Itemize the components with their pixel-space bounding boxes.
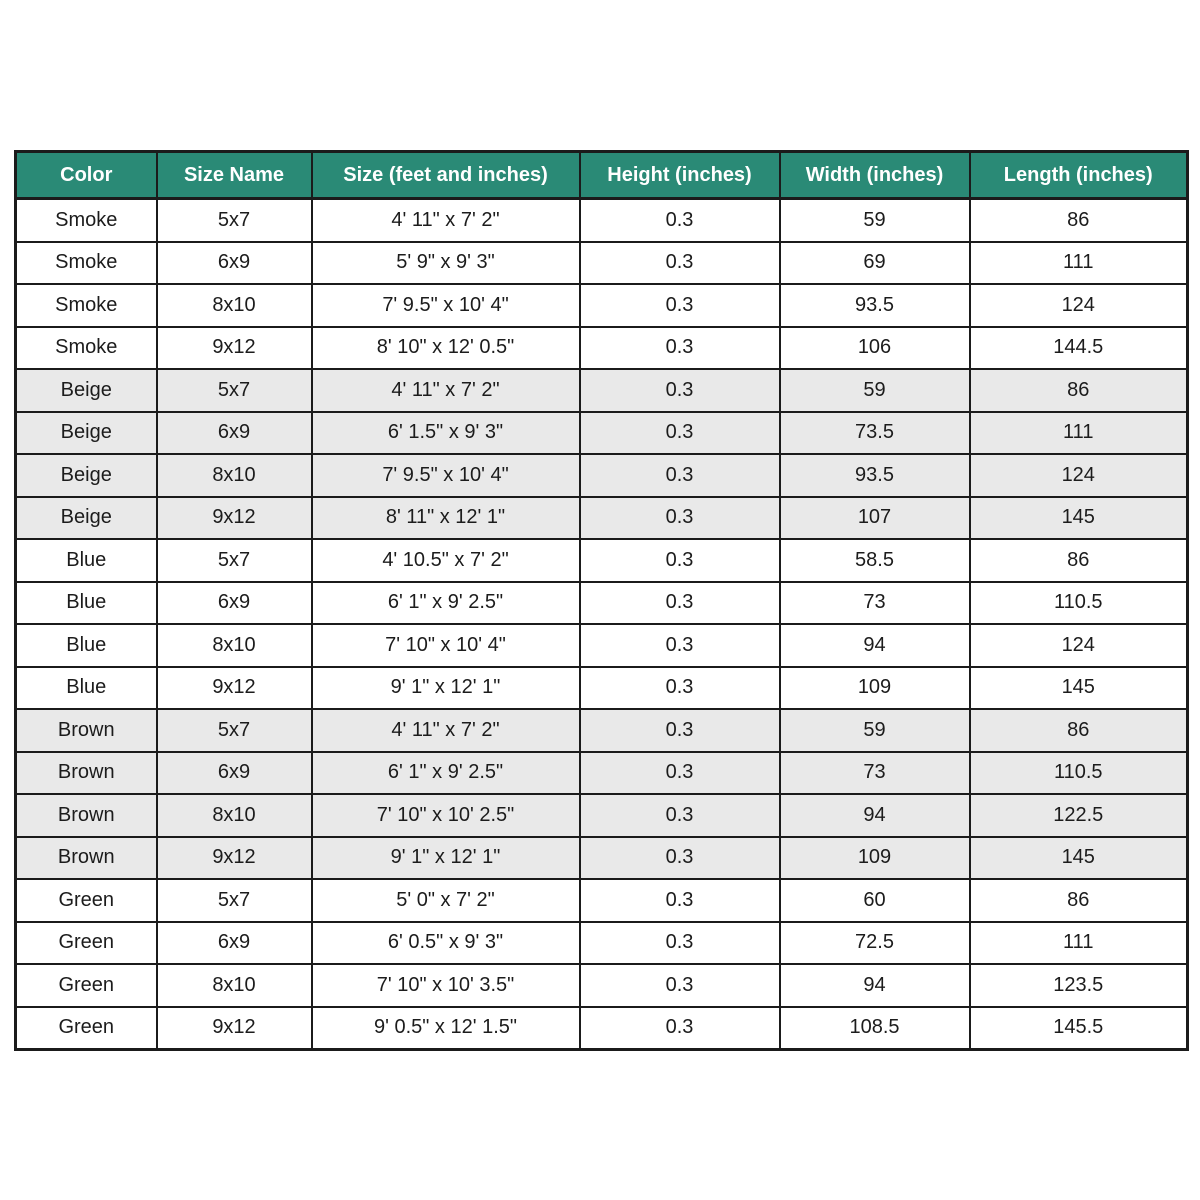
cell-width-inches: 73.5 — [780, 412, 970, 455]
cell-size-feet-inches: 7' 10" x 10' 2.5" — [312, 794, 580, 837]
cell-length-inches: 124 — [970, 454, 1188, 497]
cell-color: Brown — [16, 837, 157, 880]
cell-color: Beige — [16, 369, 157, 412]
cell-color: Brown — [16, 709, 157, 752]
cell-size-feet-inches: 9' 0.5" x 12' 1.5" — [312, 1007, 580, 1050]
table-row — [16, 199, 1188, 242]
cell-size-feet-inches: 8' 10" x 12' 0.5" — [312, 327, 580, 370]
cell-size-name: 8x10 — [157, 624, 312, 667]
cell-color: Smoke — [16, 199, 157, 242]
cell-size-name: 8x10 — [157, 964, 312, 1007]
cell-length-inches: 86 — [970, 369, 1188, 412]
cell-height-inches: 0.3 — [580, 369, 780, 412]
column-header-height-inches: Height (inches) — [580, 152, 780, 199]
column-header-width-inches: Width (inches) — [780, 152, 970, 199]
table-row — [16, 752, 1188, 795]
cell-width-inches: 107 — [780, 497, 970, 540]
cell-height-inches: 0.3 — [580, 539, 780, 582]
cell-color: Blue — [16, 582, 157, 625]
cell-height-inches: 0.3 — [580, 922, 780, 965]
cell-length-inches: 144.5 — [970, 327, 1188, 370]
cell-size-name: 5x7 — [157, 369, 312, 412]
cell-color: Green — [16, 879, 157, 922]
cell-length-inches: 145 — [970, 497, 1188, 540]
cell-size-feet-inches: 6' 1.5" x 9' 3" — [312, 412, 580, 455]
cell-width-inches: 93.5 — [780, 284, 970, 327]
table-row — [16, 922, 1188, 965]
cell-width-inches: 73 — [780, 582, 970, 625]
cell-height-inches: 0.3 — [580, 752, 780, 795]
cell-length-inches: 123.5 — [970, 964, 1188, 1007]
cell-length-inches: 110.5 — [970, 582, 1188, 625]
cell-color: Blue — [16, 624, 157, 667]
cell-color: Green — [16, 922, 157, 965]
cell-width-inches: 59 — [780, 709, 970, 752]
cell-height-inches: 0.3 — [580, 497, 780, 540]
table-row — [16, 582, 1188, 625]
cell-size-feet-inches: 7' 10" x 10' 3.5" — [312, 964, 580, 1007]
cell-width-inches: 109 — [780, 667, 970, 710]
cell-size-name: 6x9 — [157, 242, 312, 285]
column-header-color: Color — [16, 152, 157, 199]
table-row — [16, 794, 1188, 837]
cell-size-name: 9x12 — [157, 667, 312, 710]
cell-height-inches: 0.3 — [580, 709, 780, 752]
cell-size-feet-inches: 4' 11" x 7' 2" — [312, 369, 580, 412]
cell-size-feet-inches: 6' 1" x 9' 2.5" — [312, 582, 580, 625]
cell-width-inches: 59 — [780, 199, 970, 242]
cell-size-name: 9x12 — [157, 327, 312, 370]
cell-length-inches: 111 — [970, 922, 1188, 965]
column-header-length-inches: Length (inches) — [970, 152, 1188, 199]
table-row — [16, 412, 1188, 455]
column-header-size-name: Size Name — [157, 152, 312, 199]
cell-width-inches: 69 — [780, 242, 970, 285]
cell-color: Smoke — [16, 242, 157, 285]
cell-color: Beige — [16, 497, 157, 540]
cell-size-name: 9x12 — [157, 837, 312, 880]
cell-size-feet-inches: 4' 11" x 7' 2" — [312, 709, 580, 752]
cell-width-inches: 94 — [780, 624, 970, 667]
cell-size-name: 5x7 — [157, 539, 312, 582]
cell-size-name: 8x10 — [157, 454, 312, 497]
product-size-spec-table — [14, 150, 1189, 1051]
cell-size-feet-inches: 9' 1" x 12' 1" — [312, 837, 580, 880]
table-body — [16, 199, 1188, 1050]
cell-height-inches: 0.3 — [580, 667, 780, 710]
cell-size-feet-inches: 6' 1" x 9' 2.5" — [312, 752, 580, 795]
cell-height-inches: 0.3 — [580, 242, 780, 285]
cell-size-name: 8x10 — [157, 284, 312, 327]
cell-color: Brown — [16, 752, 157, 795]
cell-height-inches: 0.3 — [580, 964, 780, 1007]
cell-size-name: 6x9 — [157, 582, 312, 625]
column-header-size-feet-inches: Size (feet and inches) — [312, 152, 580, 199]
cell-height-inches: 0.3 — [580, 199, 780, 242]
cell-height-inches: 0.3 — [580, 284, 780, 327]
cell-width-inches: 108.5 — [780, 1007, 970, 1050]
cell-width-inches: 58.5 — [780, 539, 970, 582]
cell-color: Blue — [16, 667, 157, 710]
table-row — [16, 539, 1188, 582]
cell-height-inches: 0.3 — [580, 412, 780, 455]
table-row — [16, 369, 1188, 412]
cell-size-feet-inches: 8' 11" x 12' 1" — [312, 497, 580, 540]
cell-size-name: 9x12 — [157, 497, 312, 540]
cell-size-name: 6x9 — [157, 752, 312, 795]
cell-size-name: 8x10 — [157, 794, 312, 837]
cell-length-inches: 124 — [970, 624, 1188, 667]
table-row — [16, 709, 1188, 752]
table-row — [16, 879, 1188, 922]
table-row — [16, 1007, 1188, 1050]
table-row — [16, 837, 1188, 880]
cell-height-inches: 0.3 — [580, 879, 780, 922]
cell-size-name: 9x12 — [157, 1007, 312, 1050]
cell-size-name: 5x7 — [157, 879, 312, 922]
cell-size-name: 6x9 — [157, 922, 312, 965]
table-header-row — [16, 152, 1188, 199]
table-row — [16, 242, 1188, 285]
cell-height-inches: 0.3 — [580, 837, 780, 880]
cell-length-inches: 86 — [970, 879, 1188, 922]
table-row — [16, 624, 1188, 667]
cell-size-feet-inches: 7' 9.5" x 10' 4" — [312, 284, 580, 327]
cell-size-name: 5x7 — [157, 199, 312, 242]
table-row — [16, 284, 1188, 327]
cell-size-name: 5x7 — [157, 709, 312, 752]
cell-width-inches: 60 — [780, 879, 970, 922]
cell-size-feet-inches: 4' 10.5" x 7' 2" — [312, 539, 580, 582]
table-row — [16, 667, 1188, 710]
cell-height-inches: 0.3 — [580, 624, 780, 667]
cell-size-feet-inches: 5' 9" x 9' 3" — [312, 242, 580, 285]
cell-size-feet-inches: 4' 11" x 7' 2" — [312, 199, 580, 242]
table-row — [16, 454, 1188, 497]
cell-width-inches: 93.5 — [780, 454, 970, 497]
cell-width-inches: 94 — [780, 794, 970, 837]
cell-size-feet-inches: 6' 0.5" x 9' 3" — [312, 922, 580, 965]
cell-length-inches: 111 — [970, 412, 1188, 455]
cell-width-inches: 109 — [780, 837, 970, 880]
cell-size-name: 6x9 — [157, 412, 312, 455]
cell-width-inches: 73 — [780, 752, 970, 795]
cell-height-inches: 0.3 — [580, 1007, 780, 1050]
cell-color: Green — [16, 1007, 157, 1050]
cell-length-inches: 110.5 — [970, 752, 1188, 795]
cell-height-inches: 0.3 — [580, 794, 780, 837]
cell-width-inches: 59 — [780, 369, 970, 412]
cell-width-inches: 72.5 — [780, 922, 970, 965]
cell-color: Beige — [16, 412, 157, 455]
cell-color: Beige — [16, 454, 157, 497]
cell-length-inches: 86 — [970, 539, 1188, 582]
cell-color: Brown — [16, 794, 157, 837]
table-row — [16, 497, 1188, 540]
cell-length-inches: 145 — [970, 837, 1188, 880]
cell-height-inches: 0.3 — [580, 454, 780, 497]
table-row — [16, 327, 1188, 370]
cell-width-inches: 106 — [780, 327, 970, 370]
cell-width-inches: 94 — [780, 964, 970, 1007]
cell-height-inches: 0.3 — [580, 582, 780, 625]
cell-size-feet-inches: 9' 1" x 12' 1" — [312, 667, 580, 710]
cell-color: Smoke — [16, 327, 157, 370]
cell-length-inches: 111 — [970, 242, 1188, 285]
cell-length-inches: 124 — [970, 284, 1188, 327]
cell-length-inches: 86 — [970, 709, 1188, 752]
cell-length-inches: 122.5 — [970, 794, 1188, 837]
cell-length-inches: 86 — [970, 199, 1188, 242]
cell-color: Blue — [16, 539, 157, 582]
cell-height-inches: 0.3 — [580, 327, 780, 370]
table-row — [16, 964, 1188, 1007]
cell-length-inches: 145 — [970, 667, 1188, 710]
cell-size-feet-inches: 5' 0" x 7' 2" — [312, 879, 580, 922]
cell-size-feet-inches: 7' 9.5" x 10' 4" — [312, 454, 580, 497]
cell-color: Green — [16, 964, 157, 1007]
cell-length-inches: 145.5 — [970, 1007, 1188, 1050]
cell-color: Smoke — [16, 284, 157, 327]
cell-size-feet-inches: 7' 10" x 10' 4" — [312, 624, 580, 667]
